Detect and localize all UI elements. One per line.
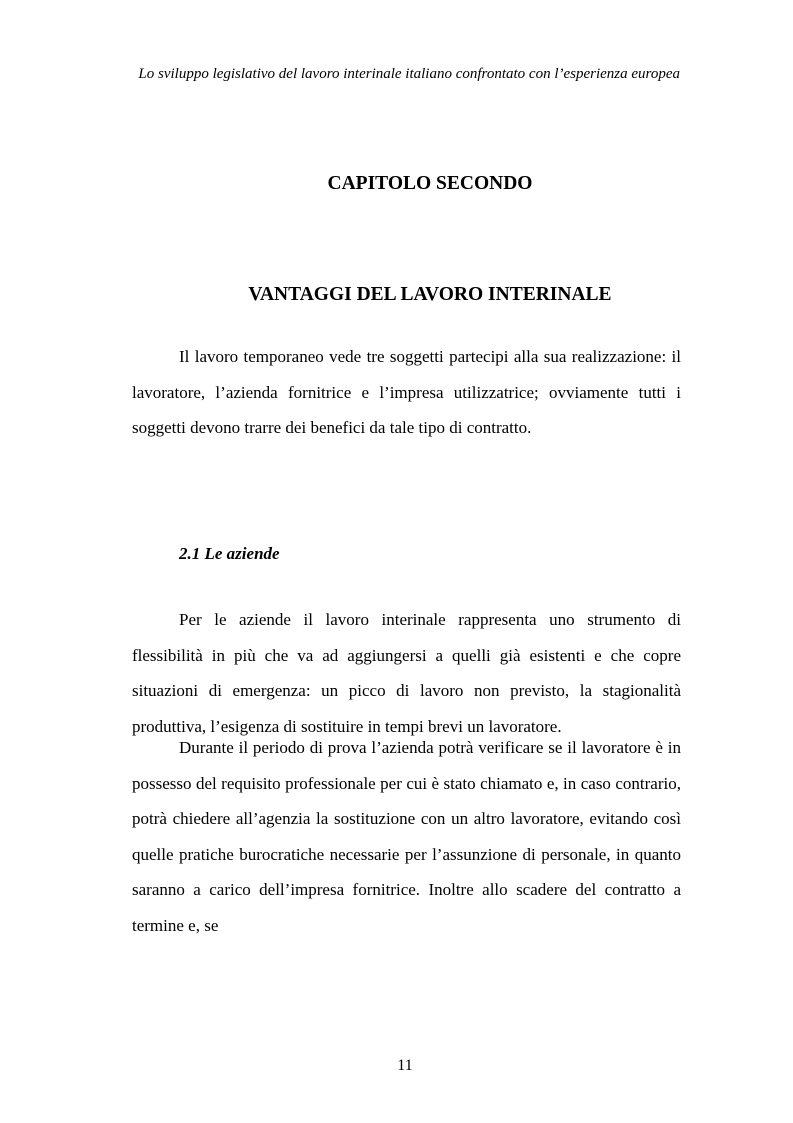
- section-paragraph: Per le aziende il lavoro interinale rappresenta uno strumento di flessibilità in più che va ad aggiungersi a quelli già esistenti e che copre situazioni di emergenza: un picco di lavoro non previsto, la stagionalità produttiva, l’esigenza di sostituire in tempi brevi un lavoratore.: [132, 610, 681, 736]
- chapter-title: VANTAGGI DEL LAVORO INTERINALE: [248, 284, 612, 305]
- chapter-label: CAPITOLO SECONDO: [327, 173, 533, 194]
- intro-paragraph: Il lavoro temporaneo vede tre soggetti partecipi alla sua realizzazione: il lavoratore, l’azienda fornitrice e l’impresa utilizzatrice; ovviamente tutti i soggetti devono trarre dei benefici da tale tipo di contratto.: [132, 347, 681, 437]
- running-header: Lo sviluppo legislativo del lavoro interinale italiano confrontato con l’esperienza europea: [138, 66, 680, 82]
- section-paragraph: Durante il periodo di prova l’azienda potrà verificare se il lavoratore è in possesso del requisito professionale per cui è stato chiamato e, in caso contrario, potrà chiedere all’agenzia la sostituzione con un altro lavoratore, evitando così quelle pratiche burocratiche necessarie per l’assunzione di personale, in quanto saranno a carico dell’impresa fornitrice. Inoltre allo scadere del contratto a termine e, se: [132, 738, 681, 935]
- section-heading: 2.1 Le aziende: [179, 544, 280, 563]
- page-number: 11: [397, 1057, 413, 1074]
